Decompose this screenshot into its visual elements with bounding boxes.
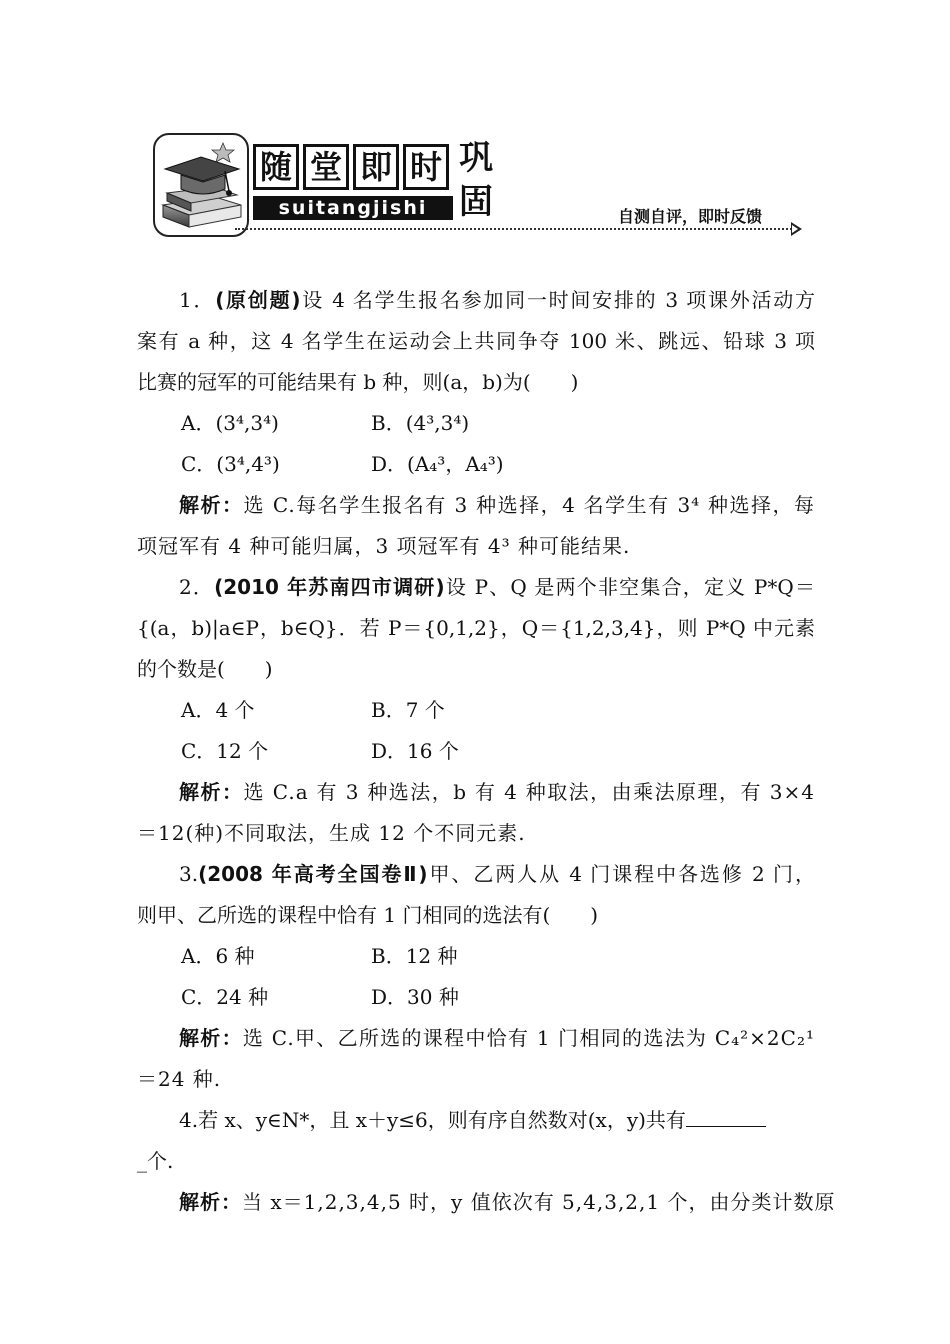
question-text: 设 P、Q 是两个非空集合，定义 P*Q＝: [444, 575, 815, 599]
option-a: A．(3⁴,3⁴): [181, 411, 279, 435]
analysis-label: 解析：: [179, 1026, 243, 1050]
question-source: (2008 年高考全国卷Ⅱ): [198, 862, 428, 886]
question-source: (2010 年苏南四市调研): [214, 575, 445, 599]
question-1-line-1: [137, 280, 815, 321]
option-b: B．(4³,3⁴): [371, 411, 470, 435]
question-2-line-3: 的个数是( ): [137, 657, 273, 681]
question-number: 3.: [179, 862, 199, 886]
option-a: A．4 个: [181, 698, 255, 722]
analysis-text: 选 C.甲、乙所选的课程中恰有 1 门相同的选法为 C₄²×2C₂¹: [242, 1026, 815, 1050]
graduation-cap-books-icon: [153, 133, 249, 237]
banner-pinyin: suitangjishi: [253, 196, 453, 220]
option-a: A．6 种: [181, 944, 255, 968]
question-source: (原创题): [215, 288, 301, 312]
question-number: 2．: [179, 575, 215, 599]
arrow-right-icon: [791, 222, 802, 236]
title-char-bottom: 固: [459, 182, 493, 222]
dotted-divider: [235, 228, 795, 230]
question-list: [137, 280, 836, 1223]
question-3-analysis-2: ＝24 种.: [137, 1067, 222, 1091]
analysis-label: 解析：: [179, 1190, 242, 1214]
question-2-line-1: [137, 567, 815, 608]
title-char: 即: [353, 144, 399, 190]
question-3-options-ab: [137, 936, 815, 977]
question-1-analysis-2: 项冠军有 4 种可能归属，3 项冠军有 4³ 种可能结果.: [137, 534, 631, 558]
question-2-analysis-1: [137, 772, 815, 813]
option-c: C．12 个: [181, 739, 269, 763]
analysis-text: 当 x＝1,2,3,4,5 时，y 值依次有 5,4,3,2,1 个，由分类计数原: [242, 1190, 836, 1214]
option-d: D．(A₄³，A₄³): [371, 452, 504, 476]
option-d: D．16 个: [371, 739, 459, 763]
question-1-options-ab: [137, 403, 815, 444]
question-number: 1．: [179, 288, 216, 312]
question-1-line-2: 案有 a 种，这 4 名学生在运动会上共同争夺 100 米、跳远、铅球 3 项: [137, 329, 815, 353]
option-c: C．24 种: [181, 985, 269, 1009]
question-4-line-1: [137, 1100, 815, 1141]
question-text: 设 4 名学生报名参加同一时间安排的 3 项课外活动方: [300, 288, 815, 312]
question-2-line-2: {(a，b)|a∈P，b∈Q}．若 P＝{0,1,2}，Q＝{1,2,3,4}，则 P*Q 中元素: [137, 616, 815, 640]
question-4-analysis-1: [137, 1182, 836, 1223]
title-char: 随: [253, 144, 299, 190]
question-text: 甲、乙两人从 4 门课程中各选修 2 门，: [427, 862, 815, 886]
answer-blank[interactable]: [686, 1100, 766, 1127]
option-c: C．(3⁴,4³): [181, 452, 280, 476]
analysis-text: 选 C.每名学生报名有 3 种选择，4 名学生有 3⁴ 种选择，每: [243, 493, 816, 517]
question-2-options-cd: [137, 731, 815, 772]
question-2-analysis-2: ＝12(种)不同取法，生成 12 个不同元素.: [137, 821, 526, 845]
banner-slogan: 自测自评，即时反馈: [618, 207, 763, 226]
question-3-analysis-1: [137, 1018, 815, 1059]
question-number: 4.: [179, 1108, 199, 1132]
question-1-analysis-1: [137, 485, 815, 526]
question-3-line-2: 则甲、乙所选的课程中恰有 1 门相同的选法有( ): [137, 903, 599, 927]
question-text: 若 x、y∈N*，且 x＋y≤6，则有序自然数对(x，y)共有: [198, 1108, 686, 1132]
title-char: 堂: [303, 144, 349, 190]
title-char: 时: [403, 144, 449, 190]
analysis-text: 选 C.a 有 3 种选法，b 有 4 种取法，由乘法原理，有 3×4: [243, 780, 815, 804]
option-b: B．7 个: [371, 698, 445, 722]
question-1-options-cd: [137, 444, 815, 485]
banner-title-last: [458, 136, 494, 224]
option-b: B．12 种: [371, 944, 458, 968]
question-3-line-1: [137, 854, 815, 895]
banner-title: [253, 144, 449, 190]
question-3-options-cd: [137, 977, 815, 1018]
title-char-top: 巩: [459, 138, 493, 178]
question-1-line-3: 比赛的冠军的可能结果有 b 种，则(a，b)为( ): [137, 370, 579, 394]
option-d: D．30 种: [371, 985, 459, 1009]
section-banner: [150, 130, 810, 240]
question-4-line-2: _个.: [137, 1149, 174, 1173]
analysis-label: 解析：: [179, 780, 244, 804]
analysis-label: 解析：: [179, 493, 244, 517]
question-2-options-ab: [137, 690, 815, 731]
